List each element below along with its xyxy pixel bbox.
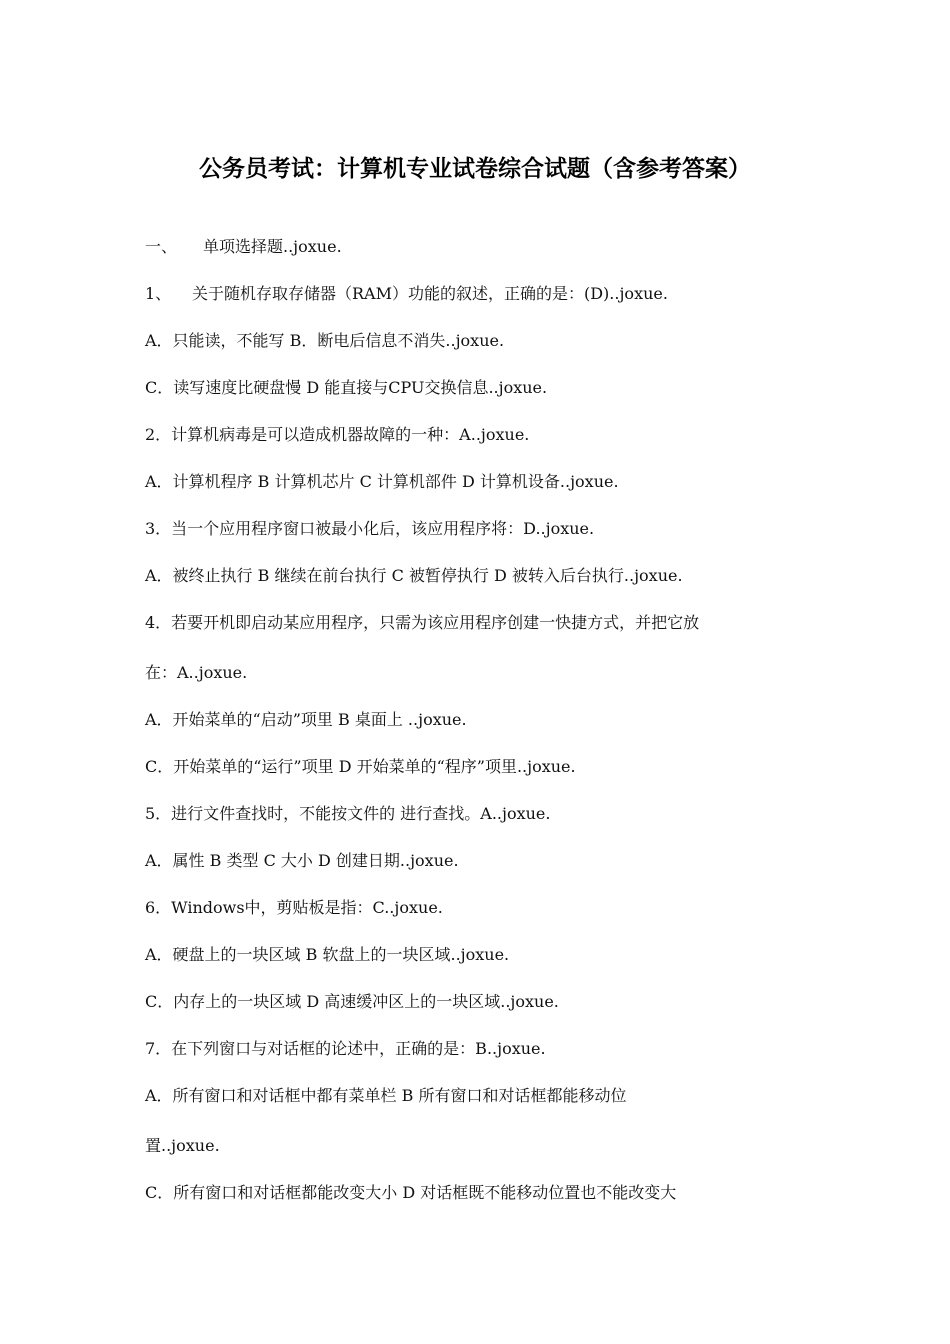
text-line: C．内存上的一块区域 D 高速缓冲区上的一块区域..joxue. [145,992,559,1011]
question-1-number: 1、 [145,284,172,303]
text-line: C．读写速度比硬盘慢 D 能直接与CPU交换信息..joxue. [145,378,548,397]
text-line: A．被终止执行 B 继续在前台执行 C 被暂停执行 D 被转入后台执行..joxue. [145,566,683,585]
text-line: C．开始菜单的“运行”项里 D 开始菜单的“程序”项里..joxue. [145,757,576,776]
question-7-line-2: 置..joxue. [145,1136,220,1155]
question-4 [145,612,807,684]
text-line: 3．当一个应用程序窗口被最小化后，该应用程序将：D..joxue. [145,519,595,538]
text-line: 6．Windows中，剪贴板是指：C..joxue. [145,898,443,917]
section-heading [145,236,807,258]
text-line: A．属性 B 类型 C 大小 D 创建日期..joxue. [145,851,459,870]
text-line: 2．计算机病毒是可以造成机器故障的一种：A..joxue. [145,425,530,444]
text-line: A．只能读，不能写 B．断电后信息不消失..joxue. [145,331,505,350]
question-1 [145,283,807,305]
text-line: C．所有窗口和对话框都能改变大小 D 对话框既不能移动位置也不能改变大 [145,1183,677,1202]
text-line: A．计算机程序 B 计算机芯片 C 计算机部件 D 计算机设备..joxue. [145,472,619,491]
document-body [145,236,807,1229]
section-number: 一、 [145,237,178,256]
text-line: A．硬盘上的一块区域 B 软盘上的一块区域..joxue. [145,945,510,964]
question-4-line-2: 在：A..joxue. [145,663,248,682]
section-text: 单项选择题..joxue. [203,237,342,256]
page-title: 公务员考试：计算机专业试卷综合试题（含参考答案） [199,156,751,182]
text-line: A．开始菜单的“启动”项里 B 桌面上 ..joxue. [145,710,467,729]
question-4-line-1: 4．若要开机即启动某应用程序，只需为该应用程序创建一快捷方式，并把它放 [145,613,700,632]
text-line: 5．进行文件查找时，不能按文件的 进行查找。A..joxue. [145,804,551,823]
question-1-text: 关于随机存取存储器（RAM）功能的叙述，正确的是：(D)..joxue. [192,284,668,303]
text-line: 7．在下列窗口与对话框的论述中，正确的是：B..joxue. [145,1039,546,1058]
question-7-option-a [145,1085,807,1157]
question-7-line-1: A．所有窗口和对话框中都有菜单栏 B 所有窗口和对话框都能移动位 [145,1086,627,1105]
